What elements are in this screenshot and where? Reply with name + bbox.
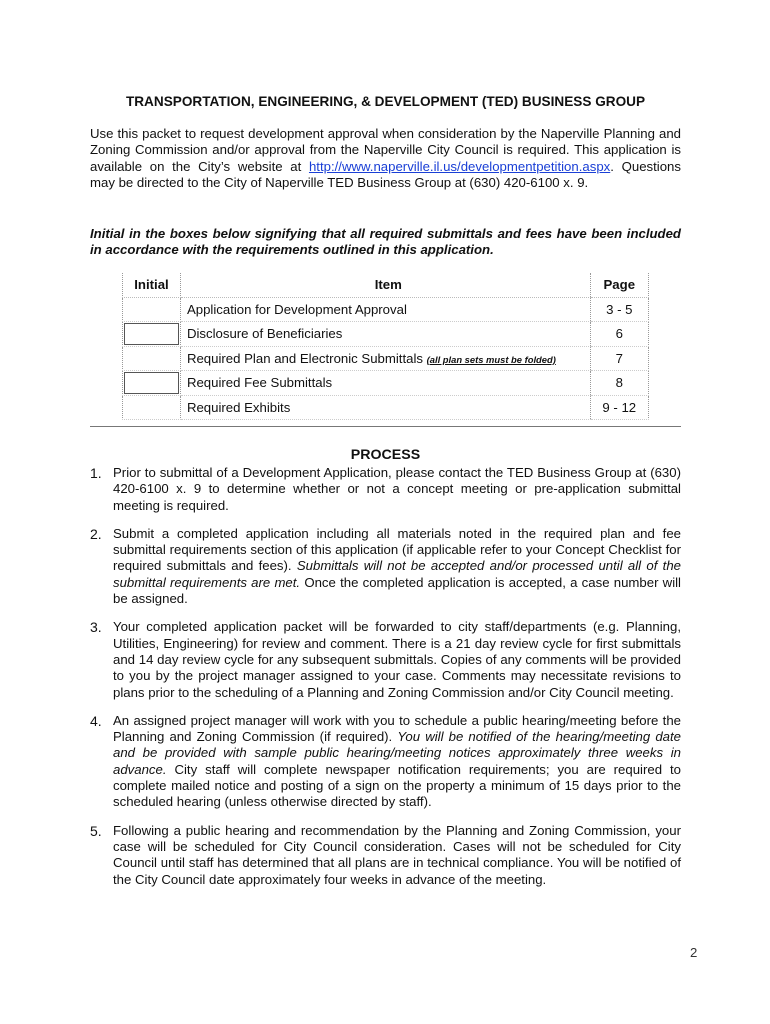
step-number: 4. [90,712,102,729]
intro-text: Use this packet to request development approval when consideration by the Naperville Planning and Zoning Commission and/or approval from the Naperville City Council is required. This application is available on the City’s website at [90,126,681,174]
submittal-checklist-table [122,273,649,420]
step-number: 1. [90,465,102,481]
section-divider [90,426,681,427]
item-cell: Required Exhibits [180,395,590,420]
table-row [123,346,649,371]
item-cell [180,346,590,371]
step-number: 2. [90,525,102,542]
initial-box[interactable] [125,397,178,417]
header-item: Item [180,273,590,297]
page-cell: 3 - 5 [590,297,648,322]
step-text: An assigned project manager will work with you to schedule a public hearing/meeting before the Planning and Zoning Commission (if required). [113,712,681,745]
step-number: 3. [90,619,102,636]
list-item [90,526,681,607]
page-cell: 8 [590,371,648,396]
initial-box[interactable] [125,348,178,368]
step-text-after: City staff will complete newspaper notification requirements; you are required to complete mailed notice and posting of a sign on the property a minimum of 15 days prior to the scheduled hearing (unless otherwise directed by staff). [113,761,681,810]
header-page: Page [590,273,648,297]
step-italic-text: Submittals will not be accepted and/or processed until all of the submittal requirements are met. [113,558,682,590]
intro-text-after: . Questions may be directed to the City of Naperville TED Business Group at (630) 420-6100 x. 9. [90,158,681,190]
page-cell: 9 - 12 [590,395,648,420]
petition-link[interactable]: http://www.naperville.il.us/developmentpetition.aspx [308,158,611,174]
initial-box[interactable] [124,323,179,345]
instruction-text: Initial in the boxes below signifying that all required submittals and fees have been included in accordance with the requirements outlined in this application. [90,226,681,258]
initial-box[interactable] [124,372,179,394]
list-item [90,823,681,888]
table-row [123,297,649,322]
page-cell: 6 [590,322,648,347]
step-text-after: Once the completed application is accepted, a case number will be assigned. [113,574,681,607]
step-text: Submit a completed application including all materials noted in the required plan and fee submittal requirements section of this application (if applicable refer to your Concept Checklist for required submittals and fees). [113,525,681,574]
process-steps [90,465,681,900]
list-item [90,713,681,811]
item-cell: Required Fee Submittals [180,371,590,396]
header-initial: Initial [123,273,181,297]
table-row [123,371,649,396]
item-cell: Disclosure of Beneficiaries [180,322,590,347]
folded-note: (all plan sets must be folded) [426,353,556,365]
step-text: Prior to submittal of a Development Application, please contact the TED Business Group at (630) 420-6100 x. 9 to determine whether or not a concept meeting or pre-application submittal meeting is required. [113,465,681,513]
page-number: 2 [690,945,698,960]
table-row [123,395,649,420]
initial-box[interactable] [125,299,178,319]
page-title: TRANSPORTATION, ENGINEERING, & DEVELOPMENT (TED) BUSINESS GROUP [125,94,646,109]
item-cell: Application for Development Approval [180,297,590,322]
step-italic-text: You will be notified of the hearing/meeting date and be provided with sample public hearing/meeting notices approximately three weeks in advance. [113,729,681,777]
list-item [90,619,681,700]
table-row [123,322,649,347]
step-number: 5. [90,822,102,839]
intro-paragraph [90,126,681,191]
step-text: Your completed application packet will be forwarded to city staff/departments (e.g. Planning, Utilities, Engineering) for review and comment. There is a 21 day review cycle for first submittals and 14 day review cycle for any subsequent submittals. Copies of any comments will be provided to you by the project manager assigned to your case. Comments may necessitate revisions to plans prior to the scheduling of a Planning and Zoning Commission and/or City Council meeting. [113,619,681,700]
list-item [90,465,681,514]
step-text: Following a public hearing and recommendation by the Planning and Zoning Commission, your case will be scheduled for City Council consideration. Cases will not be scheduled for City Council until staff has determined that all plans are in technical compliance. You will be notified of the City Council date approximately four weeks in advance of the meeting. [113,822,681,887]
item-label: Required Plan and Electronic Submittals [186,350,427,366]
page-cell: 7 [590,346,648,371]
process-heading: PROCESS [350,447,421,463]
